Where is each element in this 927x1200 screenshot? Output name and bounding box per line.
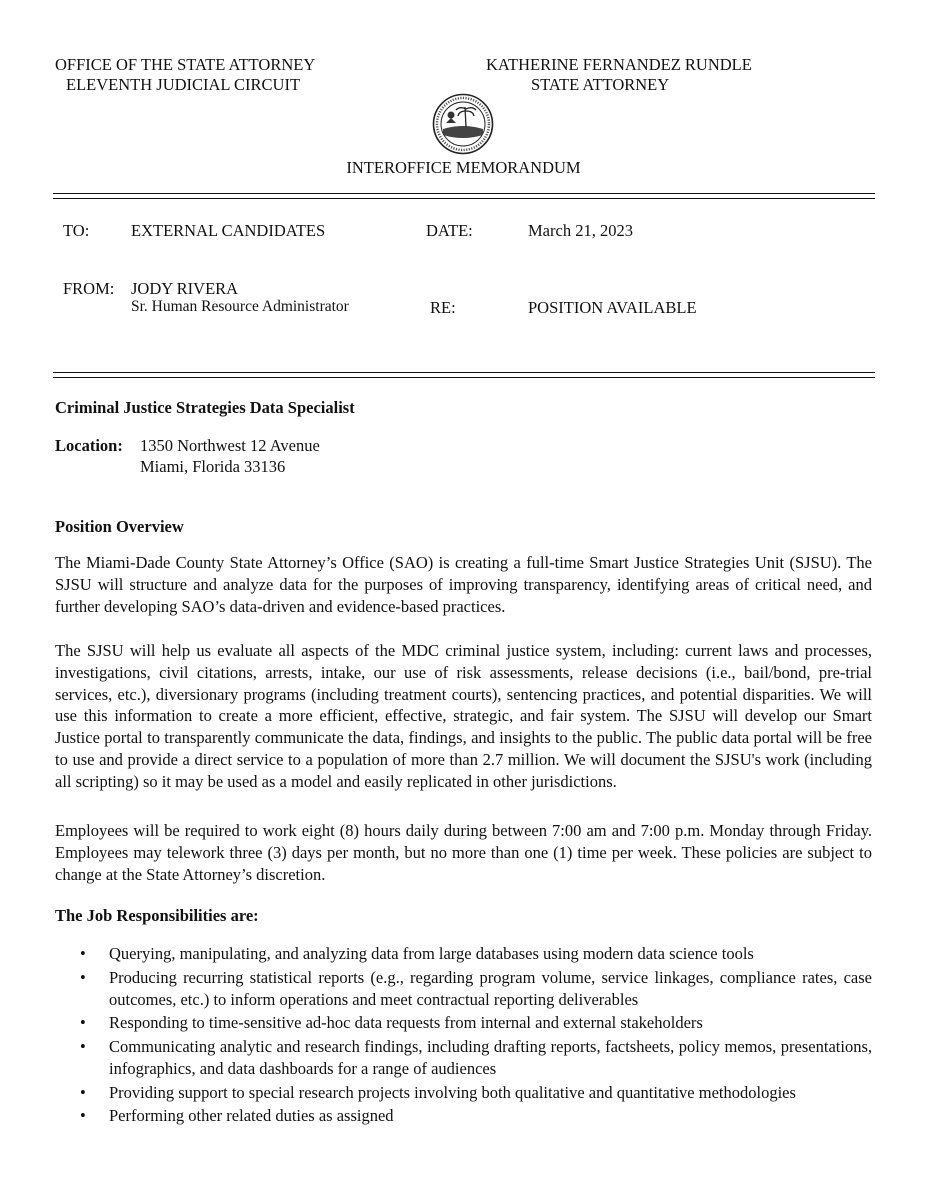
bullet-icon: •	[80, 1013, 86, 1033]
attorney-name: KATHERINE FERNANDEZ RUNDLE	[486, 55, 752, 74]
overview-heading: Position Overview	[55, 517, 184, 536]
to-label: TO:	[63, 221, 90, 240]
schedule-paragraph: Employees will be required to work eight (8) hours daily during between 7:00 am and 7:00 p.m. Monday through Friday. Employees may telework three (3) days per month, but no more than one (1) time per week. These policies are subject to change at the State Attorney’s discretion.	[55, 821, 872, 884]
attorney-title: STATE ATTORNEY	[531, 74, 670, 94]
double-rule-top	[53, 193, 875, 199]
location-label: Location:	[55, 436, 123, 455]
list-item-text: Providing support to special research projects involving both qualitative and quantitative methodologies	[109, 1082, 796, 1102]
bullet-icon: •	[80, 1106, 86, 1126]
re-label: RE:	[430, 298, 456, 317]
date-value: March 21, 2023	[528, 221, 633, 240]
location-street: 1350 Northwest 12 Avenue	[140, 436, 320, 455]
list-item-text: Communicating analytic and research findings, including drafting reports, factsheets, policy memos, presentations, infographics, and data dashboards for a range of audiences	[109, 1037, 872, 1078]
bullet-icon: •	[80, 1082, 86, 1102]
list-item	[80, 1082, 872, 1104]
re-value: POSITION AVAILABLE	[528, 298, 697, 317]
list-item-text: Querying, manipulating, and analyzing data from large databases using modern data science tools	[109, 944, 754, 963]
overview-paragraph-1: The Miami-Dade County State Attorney’s Office (SAO) is creating a full-time Smart Justice Strategies Unit (SJSU). The SJSU will structure and analyze data for the purposes of improving transparency, identifying areas of critical need, and further developing SAO’s data-driven and evidence-based practices.	[55, 553, 872, 616]
list-item	[80, 1036, 872, 1080]
bullet-icon: •	[80, 1037, 86, 1057]
office-header	[55, 55, 315, 95]
office-name: OFFICE OF THE STATE ATTORNEY	[55, 55, 316, 74]
list-item-text: Responding to time-sensitive ad-hoc data requests from internal and external stakeholders	[109, 1013, 703, 1033]
to-value: EXTERNAL CANDIDATES	[131, 221, 326, 240]
double-rule-bottom	[53, 372, 875, 378]
memo-title: INTEROFFICE MEMORANDUM	[346, 158, 581, 177]
job-title: Criminal Justice Strategies Data Specialist	[55, 398, 355, 417]
list-item-text: Producing recurring statistical reports (e.g., regarding program volume, service linkages, compliance rates, case outcomes, etc.) to inform operations and meet contractual reporting deliverables	[109, 967, 872, 1009]
list-item	[80, 967, 872, 1011]
from-label: FROM:	[63, 279, 115, 298]
state-seal-icon	[432, 93, 494, 155]
list-item	[80, 1105, 872, 1127]
overview-paragraph-2: The SJSU will help us evaluate all aspects of the MDC criminal justice system, including: current laws and processes, investigations, civil citations, arrests, intake, our use of risk assessments, release decisions (i.e., bail/bond, pre-trial services, etc.), diversionary programs (including treatment courts), sentencing practices, and potential disparities. We will use this information to create a more efficient, effective, strategic, and fair system. The SJSU will develop our Smart Justice portal to transparently communicate the data, findings, and insights to the public. The public data portal will be free to use and provide a direct service to a population of more than 2.7 million. We will document the SJSU's work (including all scripting) so it may be used as a model and easily replicated in other jurisdictions.	[55, 641, 872, 791]
bullet-icon: •	[80, 944, 86, 963]
circuit-name: ELEVENTH JUDICIAL CIRCUIT	[66, 74, 301, 94]
list-item	[80, 943, 872, 965]
bullet-icon: •	[80, 967, 86, 987]
date-label: DATE:	[426, 221, 473, 240]
responsibilities-list	[80, 943, 872, 1129]
from-name: JODY RIVERA	[131, 279, 239, 298]
list-item	[80, 1012, 872, 1034]
responsibilities-heading: The Job Responsibilities are:	[55, 906, 259, 925]
attorney-header	[486, 55, 752, 95]
list-item-text: Performing other related duties as assigned	[109, 1106, 394, 1126]
location-city: Miami, Florida 33136	[140, 457, 286, 476]
from-title: Sr. Human Resource Administrator	[131, 298, 349, 315]
